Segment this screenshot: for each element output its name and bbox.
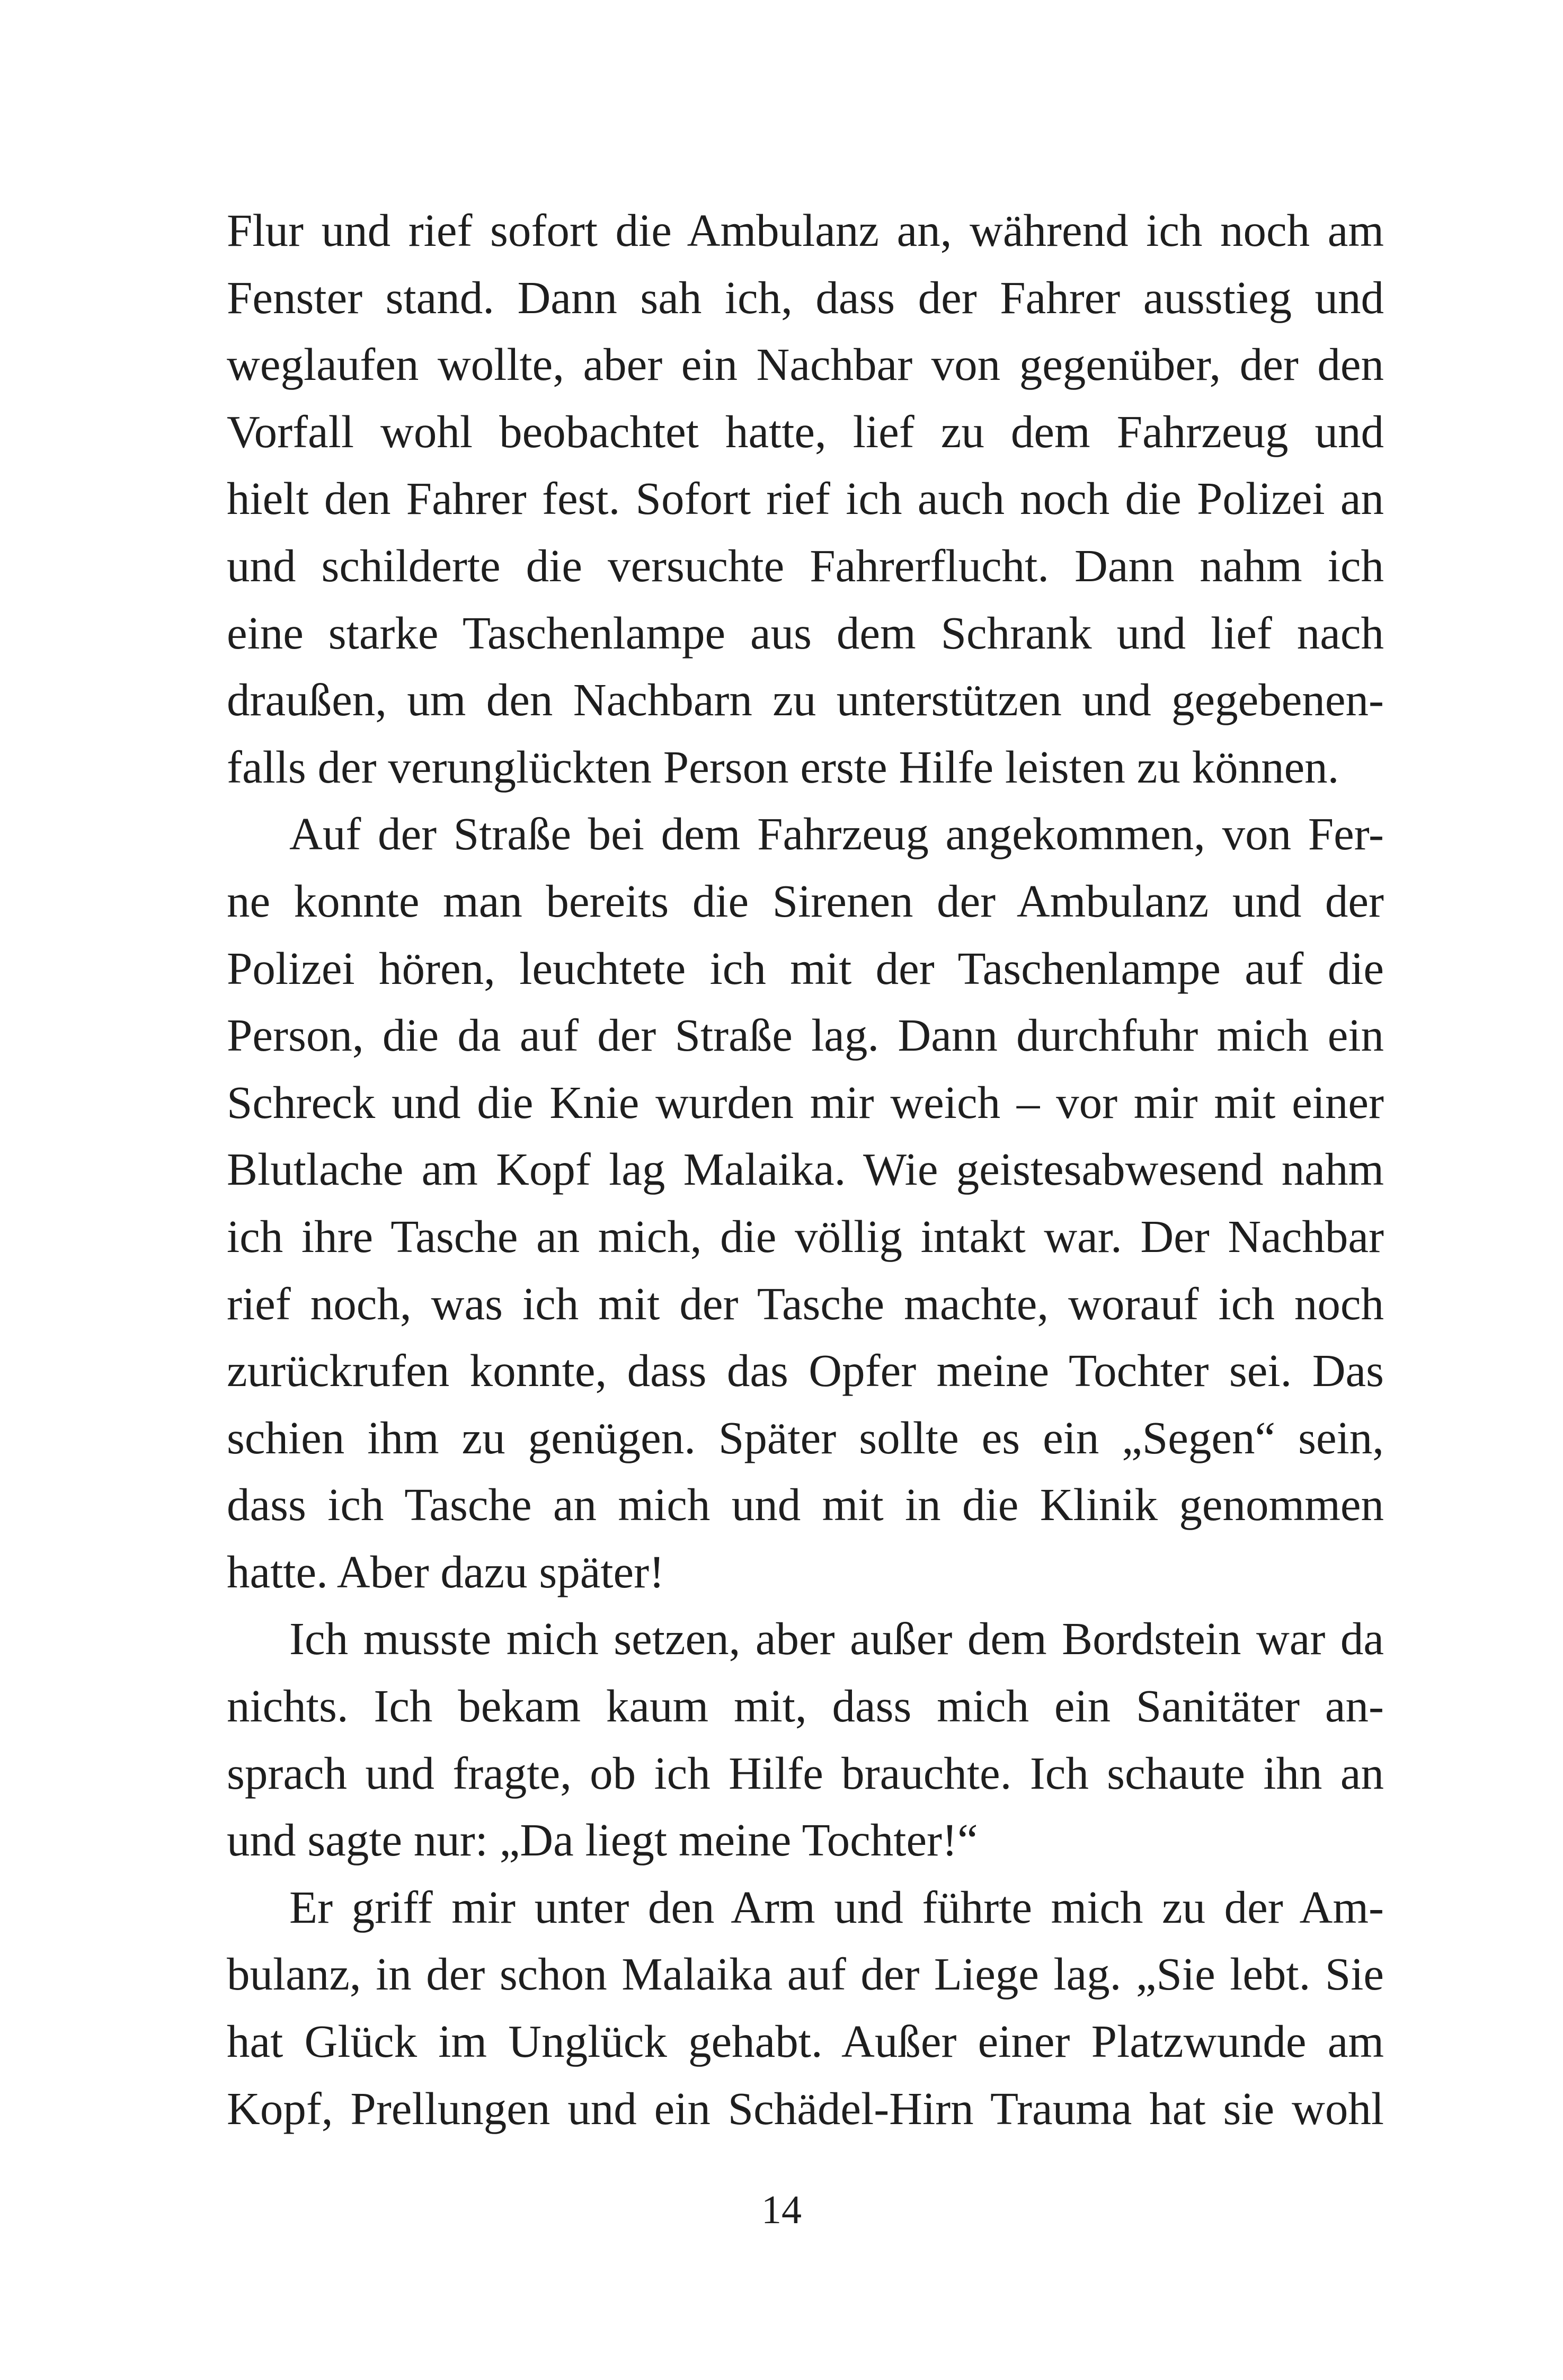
text-line: sprach und fragte, ob ich Hilfe brauchte. Ich schaute ihn an <box>227 1747 1384 1799</box>
text-line: Ich musste mich setzen, aber außer dem Bordstein war da <box>289 1613 1384 1665</box>
text-line: Fenster stand. Dann sah ich, dass der Fahrer ausstieg und <box>227 271 1384 323</box>
text-line: Er griff mir unter den Arm und führte mich zu der Am- <box>289 1881 1384 1933</box>
text-line: zurückrufen konnte, dass das Opfer meine Tochter sei. Das <box>227 1345 1384 1397</box>
text-line: Person, die da auf der Straße lag. Dann durchfuhr mich ein <box>227 1009 1384 1061</box>
text-line: eine starke Taschenlampe aus dem Schrank und lief nach <box>227 607 1384 659</box>
text-line: hatte. Aber dazu später! <box>227 1546 665 1597</box>
text-line: Kopf, Prellungen und ein Schädel-Hirn Trauma hat sie wohl <box>227 2082 1384 2134</box>
text-line: ich ihre Tasche an mich, die völlig intakt war. Der Nachbar <box>227 1210 1384 1262</box>
text-line: schien ihm zu genügen. Später sollte es ein „Segen“ sein, <box>227 1411 1384 1463</box>
text-line: Flur und rief sofort die Ambulanz an, während ich noch am <box>227 205 1384 256</box>
text-line: Schreck und die Knie wurden mir weich – vor mir mit einer <box>227 1076 1384 1128</box>
text-line: Polizei hören, leuchtete ich mit der Taschenlampe auf die <box>227 942 1384 994</box>
text-line: rief noch, was ich mit der Tasche machte, worauf ich noch <box>227 1277 1384 1329</box>
page-number: 14 <box>761 2188 802 2232</box>
text-line: hielt den Fahrer fest. Sofort rief ich auch noch die Polizei an <box>227 473 1384 525</box>
text-line: draußen, um den Nachbarn zu unterstützen und gegebenen- <box>227 674 1384 726</box>
text-line: und schilderte die versuchte Fahrerflucht. Dann nahm ich <box>227 539 1384 591</box>
text-line: nichts. Ich bekam kaum mit, dass mich ein Sanitäter an- <box>227 1680 1384 1732</box>
text-line: ne konnte man bereits die Sirenen der Ambulanz und der <box>227 875 1384 927</box>
text-line: und sagte nur: „Da liegt meine Tochter!“ <box>227 1814 978 1866</box>
text-line: bulanz, in der schon Malaika auf der Liege lag. „Sie lebt. Sie <box>227 1948 1384 2000</box>
text-line: Blutlache am Kopf lag Malaika. Wie geistesabwesend nahm <box>227 1143 1384 1195</box>
text-line: dass ich Tasche an mich und mit in die Klinik genommen <box>227 1479 1384 1531</box>
body-text <box>227 197 1384 2142</box>
text-line: hat Glück im Unglück gehabt. Außer einer Platzwunde am <box>227 2015 1384 2067</box>
text-line: weglaufen wollte, aber ein Nachbar von gegenüber, der den <box>227 339 1384 390</box>
text-line: Auf der Straße bei dem Fahrzeug angekommen, von Fer- <box>289 808 1384 860</box>
text-line: falls der verunglückten Person erste Hilfe leisten zu können. <box>227 741 1339 793</box>
text-line: Vorfall wohl beobachtet hatte, lief zu dem Fahrzeug und <box>227 405 1384 457</box>
